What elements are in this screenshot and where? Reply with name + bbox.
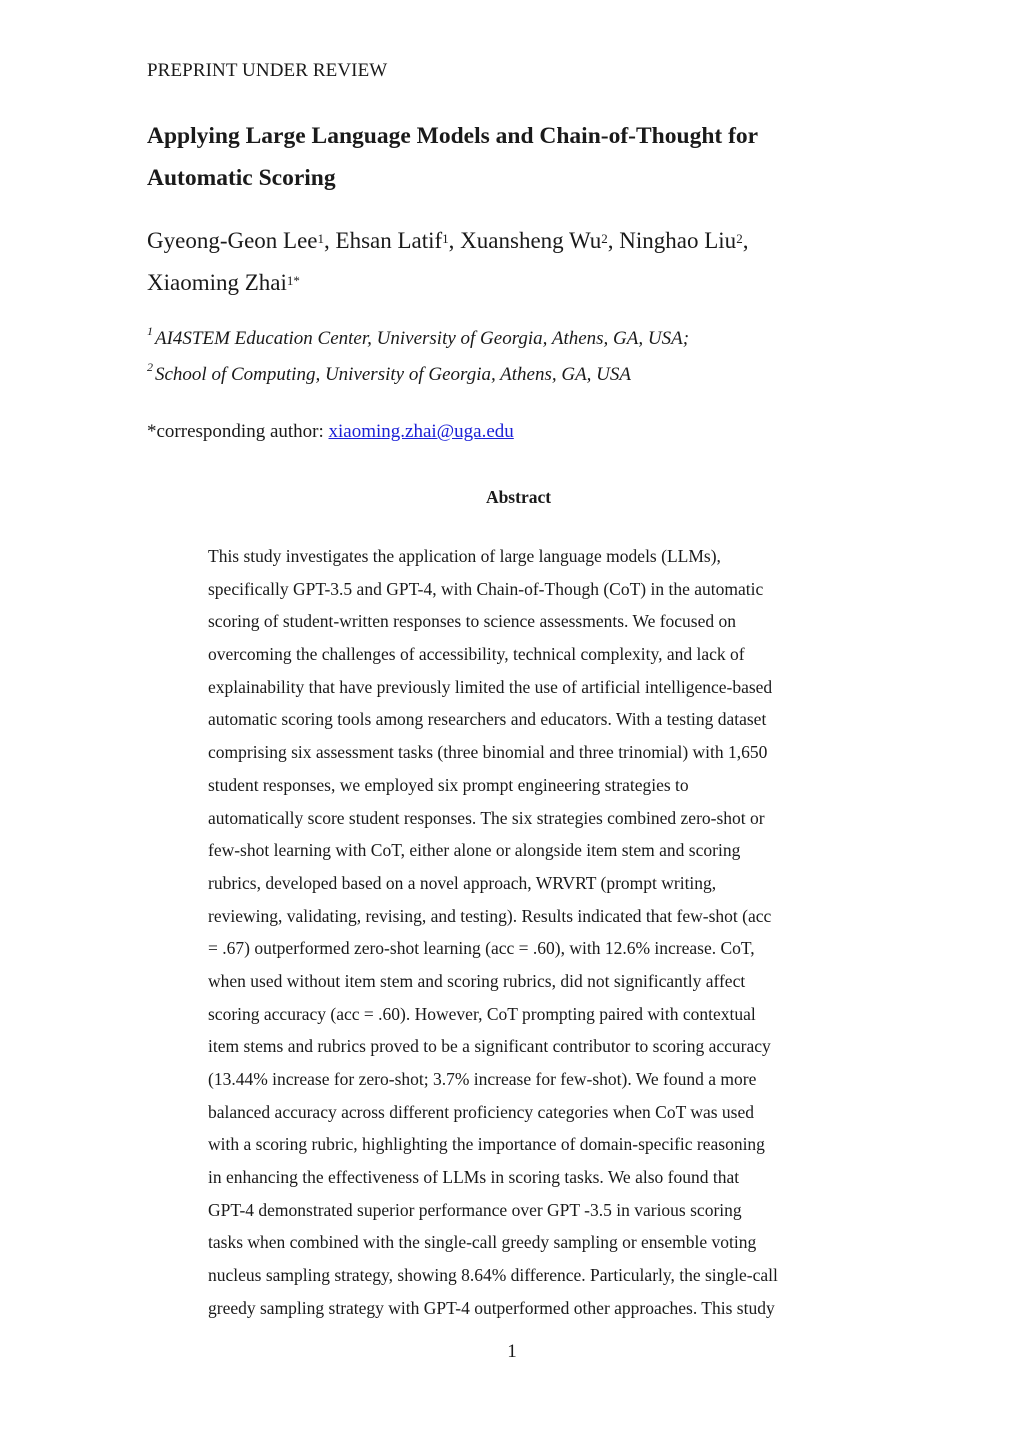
abstract-line: tasks when combined with the single-call greedy sampling or ensemble voting — [208, 1232, 757, 1253]
author-affil-marker: 1* — [286, 273, 300, 288]
author-name: Xuansheng Wu — [460, 228, 602, 253]
author-affil-marker: 2 — [601, 231, 608, 246]
author-name: Gyeong-Geon Lee — [147, 228, 318, 253]
abstract-line: overcoming the challenges of accessibility, technical complexity, and lack of — [208, 644, 745, 665]
abstract-line: when used without item stem and scoring rubrics, did not significantly affect — [208, 970, 746, 991]
abstract-line: GPT-4 demonstrated superior performance over GPT -3.5 in various scoring — [208, 1199, 742, 1220]
abstract-body — [208, 540, 848, 1325]
abstract-line: automatically score student responses. The six strategies combined zero-shot or — [208, 807, 765, 828]
abstract-line: few-shot learning with CoT, either alone or alongside item stem and scoring — [208, 840, 741, 861]
affiliation-marker: 2 — [147, 360, 153, 374]
page-number: 1 — [507, 1341, 517, 1362]
author-line-2 — [147, 262, 947, 304]
abstract-line: greedy sampling strategy with GPT-4 outperformed other approaches. This study — [208, 1297, 775, 1318]
author-name: Xiaoming Zhai — [147, 270, 287, 295]
author-list — [147, 220, 947, 304]
affiliation-2 — [147, 360, 632, 386]
abstract-line: rubrics, developed based on a novel approach, WRVRT (prompt writing, — [208, 872, 717, 893]
abstract-line: = .67) outperformed zero-shot learning (acc = .60), with 12.6% increase. CoT, — [208, 938, 755, 959]
affiliation-marker: 1 — [147, 324, 153, 338]
abstract-heading: Abstract — [485, 487, 552, 507]
corresponding-author — [147, 421, 514, 443]
author-name: Ehsan Latif — [335, 228, 443, 253]
abstract-line: with a scoring rubric, highlighting the importance of domain-specific reasoning — [208, 1134, 765, 1155]
abstract-line: specifically GPT-3.5 and GPT-4, with Chain-of-Though (CoT) in the automatic — [208, 578, 764, 599]
affiliation-text: School of Computing, University of Georgia, Athens, GA, USA — [155, 364, 632, 385]
affiliation-1 — [147, 324, 690, 350]
abstract-line: comprising six assessment tasks (three binomial and three trinomial) with 1,650 — [208, 742, 768, 763]
affiliation-text: AI4STEM Education Center, University of Georgia, Athens, GA, USA; — [155, 328, 690, 349]
author-line-1: Gyeong-Geon Lee$^1$, Ehsan Latif$^1$, Xuansheng Wu$^2$, Ninghao Liu$^2$, — [147, 228, 749, 253]
author-affil-marker: 1 — [317, 231, 325, 246]
abstract-line: This study investigates the application of large language models (LLMs), — [208, 546, 721, 566]
title-line-2: Automatic Scoring — [147, 165, 336, 191]
author-affil-marker: 2 — [736, 231, 743, 246]
abstract-line: scoring accuracy (acc = .60). However, CoT prompting paired with contextual — [208, 1003, 756, 1024]
abstract-line: reviewing, validating, revising, and testing). Results indicated that few-shot (acc — [208, 905, 772, 926]
abstract-line: student responses, we employed six prompt engineering strategies to — [208, 774, 689, 795]
running-head: PREPRINT UNDER REVIEW — [147, 60, 388, 81]
author-affil-marker: 1 — [442, 231, 449, 246]
abstract-line: in enhancing the effectiveness of LLMs in scoring tasks. We also found that — [208, 1167, 740, 1188]
abstract-line: (13.44% increase for zero-shot; 3.7% increase for few-shot). We found a more — [208, 1069, 757, 1089]
author-name: Ninghao Liu — [619, 228, 737, 253]
paper-title — [147, 115, 907, 199]
abstract-line: item stems and rubrics proved to be a significant contributor to scoring accuracy — [208, 1036, 771, 1057]
corresponding-label: *corresponding author: — [147, 421, 329, 442]
corresponding-email-link[interactable]: xiaoming.zhai@uga.edu — [328, 421, 514, 442]
abstract-line: nucleus sampling strategy, showing 8.64% difference. Particularly, the single-call — [208, 1265, 778, 1286]
abstract-line: automatic scoring tools among researchers and educators. With a testing dataset — [208, 709, 767, 730]
abstract-line: balanced accuracy across different proficiency categories when CoT was used — [208, 1101, 754, 1122]
abstract-line: explainability that have previously limited the use of artificial intelligence-based — [208, 676, 773, 697]
abstract-line: scoring of student-written responses to science assessments. We focused on — [208, 611, 737, 632]
title-line-1: Applying Large Language Models and Chain-of-Thought for — [147, 123, 759, 149]
